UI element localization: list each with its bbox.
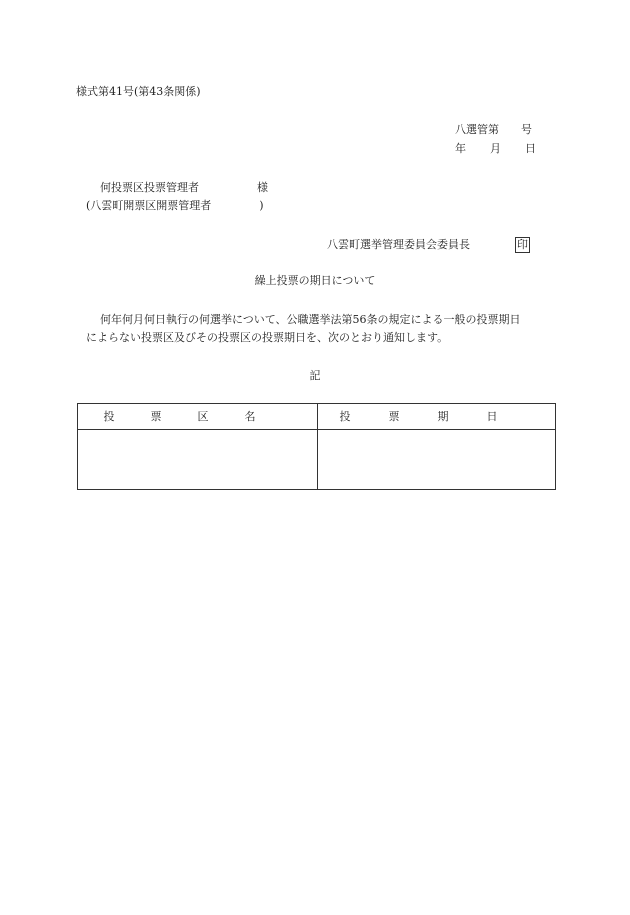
body-line-1: 何年何月何日執行の何選挙について、公職選挙法第56条の規定による一般の投票期日	[100, 313, 521, 326]
document-number-prefix: 八選管第	[455, 123, 499, 136]
date-year: 年	[455, 142, 466, 155]
addressee-sub-close: )	[259, 199, 264, 212]
body-line-2: によらない投票区及びその投票区の投票期日を、次のとおり通知します。	[86, 331, 449, 344]
date-day: 日	[525, 142, 536, 155]
table-header-date-label: 投票期日	[339, 410, 536, 423]
addressee-title: 何投票区投票管理者	[100, 181, 199, 194]
table-header-divider	[78, 429, 555, 430]
table-header-district	[78, 411, 317, 422]
date-month: 月	[490, 142, 501, 155]
addressee-sub	[86, 200, 264, 211]
document-date	[455, 143, 536, 154]
document-number-suffix: 号	[521, 123, 532, 136]
table-header-district-label: 投票区名	[103, 410, 292, 423]
document-title: 繰上投票の期日について	[254, 274, 376, 287]
addressee	[100, 182, 268, 193]
ki-heading: 記	[309, 369, 321, 382]
document-number	[455, 124, 532, 135]
addressee-sub-text: (八雲町開票区開票管理者	[86, 199, 212, 212]
form-number: 様式第41号(第43条関係)	[76, 85, 201, 98]
addressee-honorific: 様	[257, 181, 268, 194]
sender	[327, 237, 530, 253]
sender-name: 八雲町選挙管理委員会委員長	[327, 238, 470, 251]
record-table	[77, 403, 556, 490]
seal-mark: 印	[517, 238, 528, 251]
table-header-date	[318, 411, 557, 422]
